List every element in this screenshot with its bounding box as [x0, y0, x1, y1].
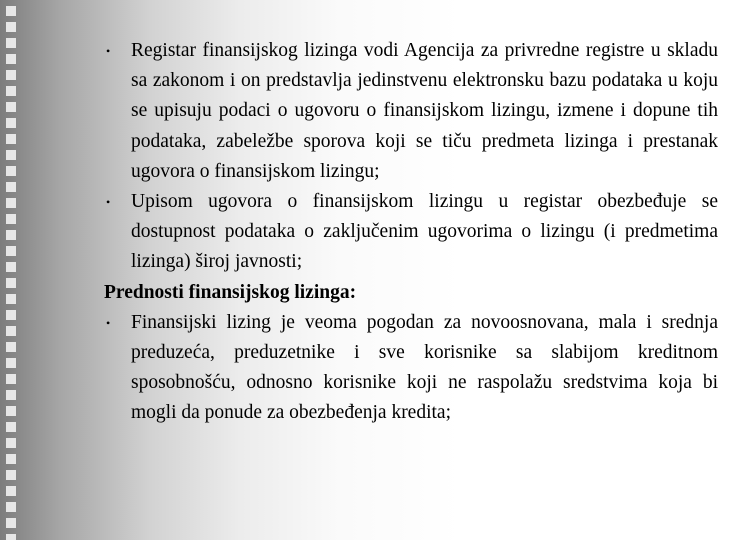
decorative-square [6, 422, 16, 432]
decorative-square [6, 38, 16, 48]
decorative-square [6, 310, 16, 320]
bullet-icon: • [106, 44, 111, 58]
decorative-square [6, 326, 16, 336]
decorative-square [6, 518, 16, 528]
decorative-square [6, 70, 16, 80]
bullet-text: Registar finansijskog lizinga vodi Agencija za privredne registre u skladu sa zakonom i on predstavlja jedinstvenu elektronsku bazu podataka u koju se upisuju podaci o ugovoru o finansijskom lizingu, izmene i dopune tih podataka, zabeležbe sporova koji se tiču predmeta lizinga i prestanak ugovora o finansijskom lizingu; [131, 40, 718, 182]
decorative-square [6, 294, 16, 304]
bullet-icon: • [106, 315, 111, 330]
decorative-square [6, 166, 16, 176]
decorative-square [6, 230, 16, 240]
decorative-square [6, 182, 16, 192]
decorative-square [6, 454, 16, 464]
decorative-square-pattern [0, 0, 22, 540]
decorative-square [6, 134, 16, 144]
decorative-square [6, 150, 16, 160]
decorative-square [6, 390, 16, 400]
slide-body [104, 36, 718, 429]
bullet-text: Finansijski lizing je veoma pogodan za novoosnovana, mala i srednja preduzeća, preduzetnike i sve korisnike sa slabijom kreditnom sposobnošću, odnosno korisnike koji ne raspolažu sredstvima koja bi mogli da ponude za obezbeđenja kredita; [131, 311, 718, 424]
bullet-icon: • [106, 195, 111, 210]
square-pattern-svg [0, 0, 22, 540]
decorative-square [6, 262, 16, 272]
decorative-square [6, 406, 16, 416]
decorative-square [6, 22, 16, 32]
decorative-square [6, 502, 16, 512]
decorative-square [6, 86, 16, 96]
bullet-text: Upisom ugovora o finansijskom lizingu u registar obezbeđuje se dostupnost podataka o zaključenim ugovorima o lizingu (i predmetima lizinga) široj javnosti; [131, 191, 718, 273]
decorative-square [6, 438, 16, 448]
decorative-square [6, 358, 16, 368]
decorative-square [6, 214, 16, 224]
decorative-square [6, 342, 16, 352]
decorative-square [6, 54, 16, 64]
section-heading: Prednosti finansijskog lizinga: [104, 281, 357, 303]
decorative-square [6, 102, 16, 112]
decorative-square [6, 6, 16, 16]
decorative-square [6, 470, 16, 480]
bullet-item-registry [104, 36, 718, 187]
bullet-item-registration [104, 187, 718, 278]
decorative-square [6, 118, 16, 128]
decorative-square [6, 486, 16, 496]
decorative-square [6, 198, 16, 208]
decorative-square [6, 278, 16, 288]
decorative-square [6, 246, 16, 256]
bullet-item-advantages [104, 308, 718, 429]
decorative-square [6, 374, 16, 384]
decorative-square [6, 534, 16, 540]
